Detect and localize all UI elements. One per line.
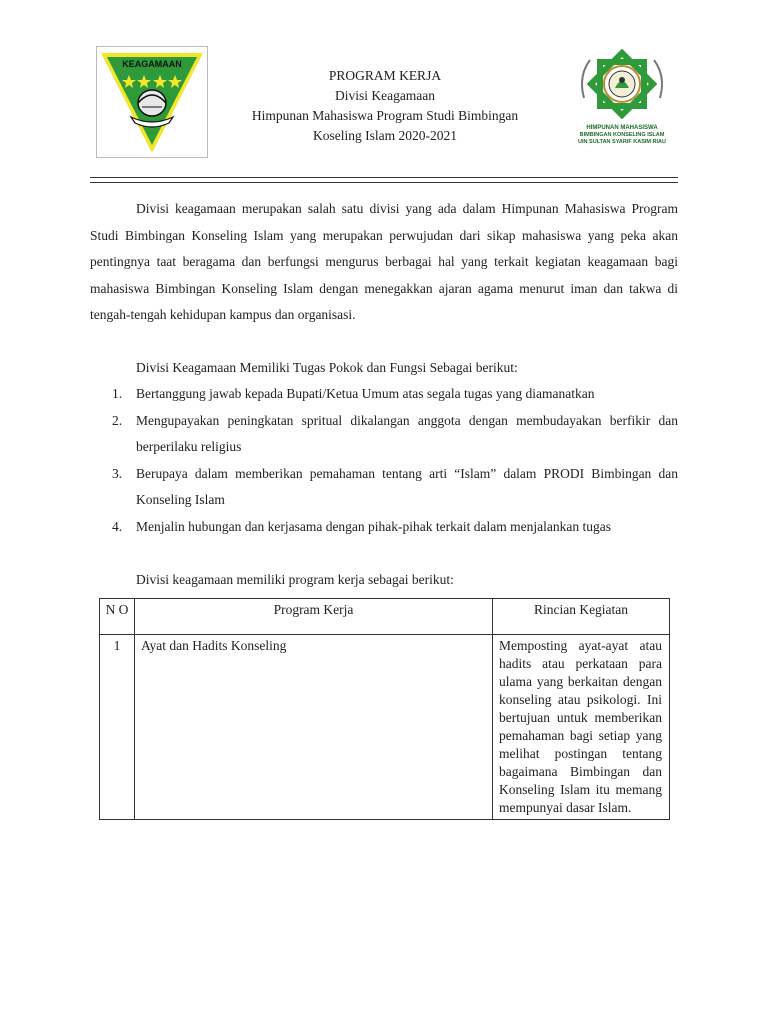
logo-caption-1: HIMPUNAN MAHASISWA bbox=[586, 125, 658, 131]
header-rule-thick bbox=[90, 177, 678, 178]
logo-left-label: KEAGAMAAN bbox=[122, 59, 182, 69]
header-rincian: Rincian Kegiatan bbox=[493, 599, 670, 635]
document-header bbox=[215, 66, 555, 146]
cell-rincian: Memposting ayat-ayat atau hadits atau perkataan para ulama yang berkaitan dengan konseling atau psikologi. Ini bertujuan untuk memberikan pemahaman bagi setiap yang melihat postingan tentang bagaimana Bimbingan dan Konseling Islam itu memang mempunyai dasar Islam. bbox=[493, 635, 670, 820]
list-text: Mengupayakan peningkatan spritual dikalangan anggota dengan membudayakan berfikir dan berperilaku religius bbox=[136, 412, 678, 454]
list-number: 3. bbox=[112, 465, 123, 481]
list-text: Bertanggung jawab kepada Bupati/Ketua Umum atas segala tugas yang diamanatkan bbox=[136, 386, 595, 401]
keagamaan-logo bbox=[96, 46, 208, 158]
doc-period: Koseling Islam 2020-2021 bbox=[313, 128, 457, 143]
list-item bbox=[90, 461, 678, 514]
list-text: Menjalin hubungan dan kerjasama dengan pihak-pihak terkait dalam menjalankan tugas bbox=[136, 518, 611, 534]
program-table bbox=[99, 598, 670, 820]
duties-list bbox=[90, 381, 678, 540]
list-number: 1. bbox=[112, 386, 123, 401]
intro-paragraph: Divisi keagamaan merupakan salah satu divisi yang ada dalam Himpunan Mahasiswa Program Studi Bimbingan Konseling Islam yang merupakan perwujudan dari sikap mahasiswa yang peka akan pentingnya taat beragama dan berfungsi mengurus berbagai hal yang terkait kegiatan keagamaan bagi mahasiswa Bimbingan Konseling Islam dengan menegakkan ajaran agama menurut iman dan takwa di tengah-tengah kehidupan kampus dan organisasi. bbox=[90, 201, 678, 322]
doc-organization: Himpunan Mahasiswa Program Studi Bimbingan bbox=[251, 108, 519, 123]
table-row bbox=[100, 635, 670, 820]
list-item bbox=[90, 408, 678, 461]
hima-bki-logo bbox=[570, 46, 674, 152]
header-no: N O bbox=[100, 599, 135, 635]
program-intro: Divisi keagamaan memiliki program kerja sebagai berikut: bbox=[136, 572, 454, 587]
list-number: 4. bbox=[112, 518, 123, 534]
cell-program: Ayat dan Hadits Konseling bbox=[135, 635, 493, 820]
header-program: Program Kerja bbox=[135, 599, 493, 635]
header-rule-thin bbox=[90, 182, 678, 183]
list-text: Berupaya dalam memberikan pemahaman tentang arti “Islam” dalam PRODI Bimbingan dan Konseling Islam bbox=[136, 465, 678, 507]
list-item bbox=[90, 381, 678, 408]
doc-division: Divisi Keagamaan bbox=[334, 88, 436, 103]
logo-caption-2: BIMBINGAN KONSELING ISLAM bbox=[579, 132, 665, 138]
logo-caption-3: UIN SULTAN SYARIF KASIM RIAU bbox=[578, 139, 666, 145]
doc-title: PROGRAM KERJA bbox=[328, 68, 442, 83]
cell-no: 1 bbox=[100, 635, 135, 820]
duties-intro: Divisi Keagamaan Memiliki Tugas Pokok dan Fungsi Sebagai berikut: bbox=[136, 360, 518, 375]
table-header-row bbox=[100, 599, 670, 635]
list-number: 2. bbox=[112, 412, 123, 428]
list-item bbox=[90, 514, 678, 541]
